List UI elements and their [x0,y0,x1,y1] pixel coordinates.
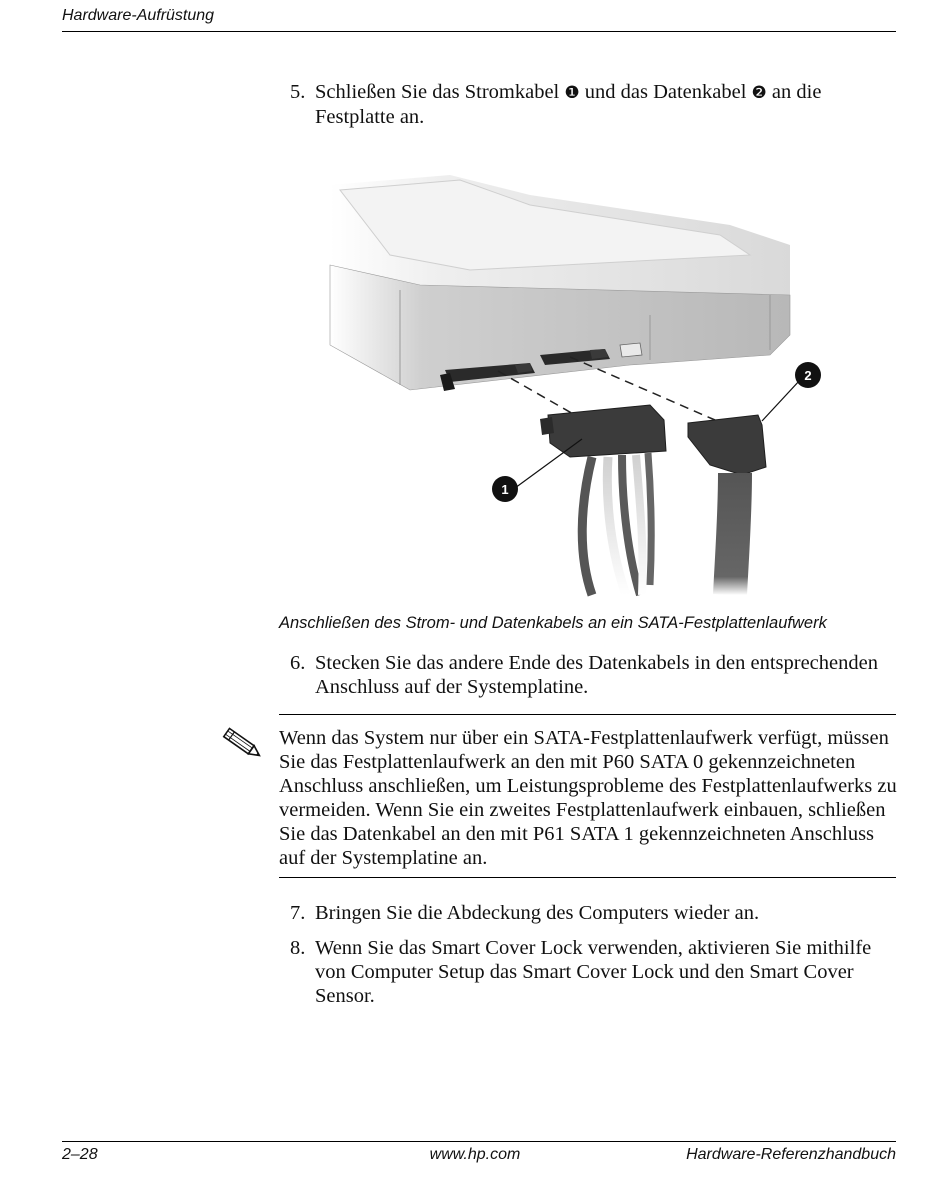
step-5 [290,80,896,129]
step-number: 5. [290,81,306,103]
step-text: Wenn Sie das Smart Cover Lock verwenden, aktivieren Sie mithilfe von Computer Setup das Smart Cover Lock und den Smart Cover Sensor. [315,937,872,1007]
page-number: 2–28 [62,1146,98,1163]
step-7 [290,901,896,925]
running-header-title: Hardware-Aufrüstung [62,7,215,24]
footer-url: www.hp.com [429,1146,521,1163]
step-number: 7. [290,902,306,924]
figure-caption: Anschließen des Strom- und Datenkabels an ein SATA-Festplattenlaufwerk [279,614,827,632]
note-bottom-rule [279,877,896,878]
pencil-note-icon [221,726,265,762]
step-text-part: Schließen Sie das Stromkabel [315,81,565,103]
hard-drive-cable-illustration [330,175,810,595]
callout-2-label: 2 [804,368,812,383]
step-6 [290,651,896,699]
note-top-rule [279,714,896,715]
step-text-part: an die Festplatte an. [315,81,822,128]
step-text: Bringen Sie die Abdeckung des Computers wieder an. [315,902,760,924]
callout-marker-1: ❶ [564,83,580,103]
footer-rule [62,1141,896,1142]
header-rule [62,31,896,32]
step-8 [290,936,896,1008]
step-text: Stecken Sie das andere Ende des Datenkabels in den entsprechenden Anschluss auf der Systemplatine. [315,652,878,698]
note-text: Wenn das System nur über ein SATA-Festplattenlaufwerk verfügt, müssen Sie das Festplattenlaufwerk an den mit P60 SATA 0 gekennzeichneten Anschluss anschließen, um Leistungsprobleme des Festplattenlaufwerks zu vermeiden. Wenn Sie ein zweites Festplattenlaufwerk einbauen, schließen Sie das Datenkabel an den mit P61 SATA 1 gekennzeichneten Anschluss auf der Systemplatine an. [279,727,897,869]
step-text-part: und das Datenkabel [579,81,752,103]
footer-book-title: Hardware-Referenzhandbuch [686,1146,896,1163]
step-number: 6. [290,652,306,674]
callout-1-label: 1 [501,482,509,497]
callout-marker-2: ❷ [751,83,767,103]
step-number: 8. [290,937,306,959]
step-text [290,80,896,129]
